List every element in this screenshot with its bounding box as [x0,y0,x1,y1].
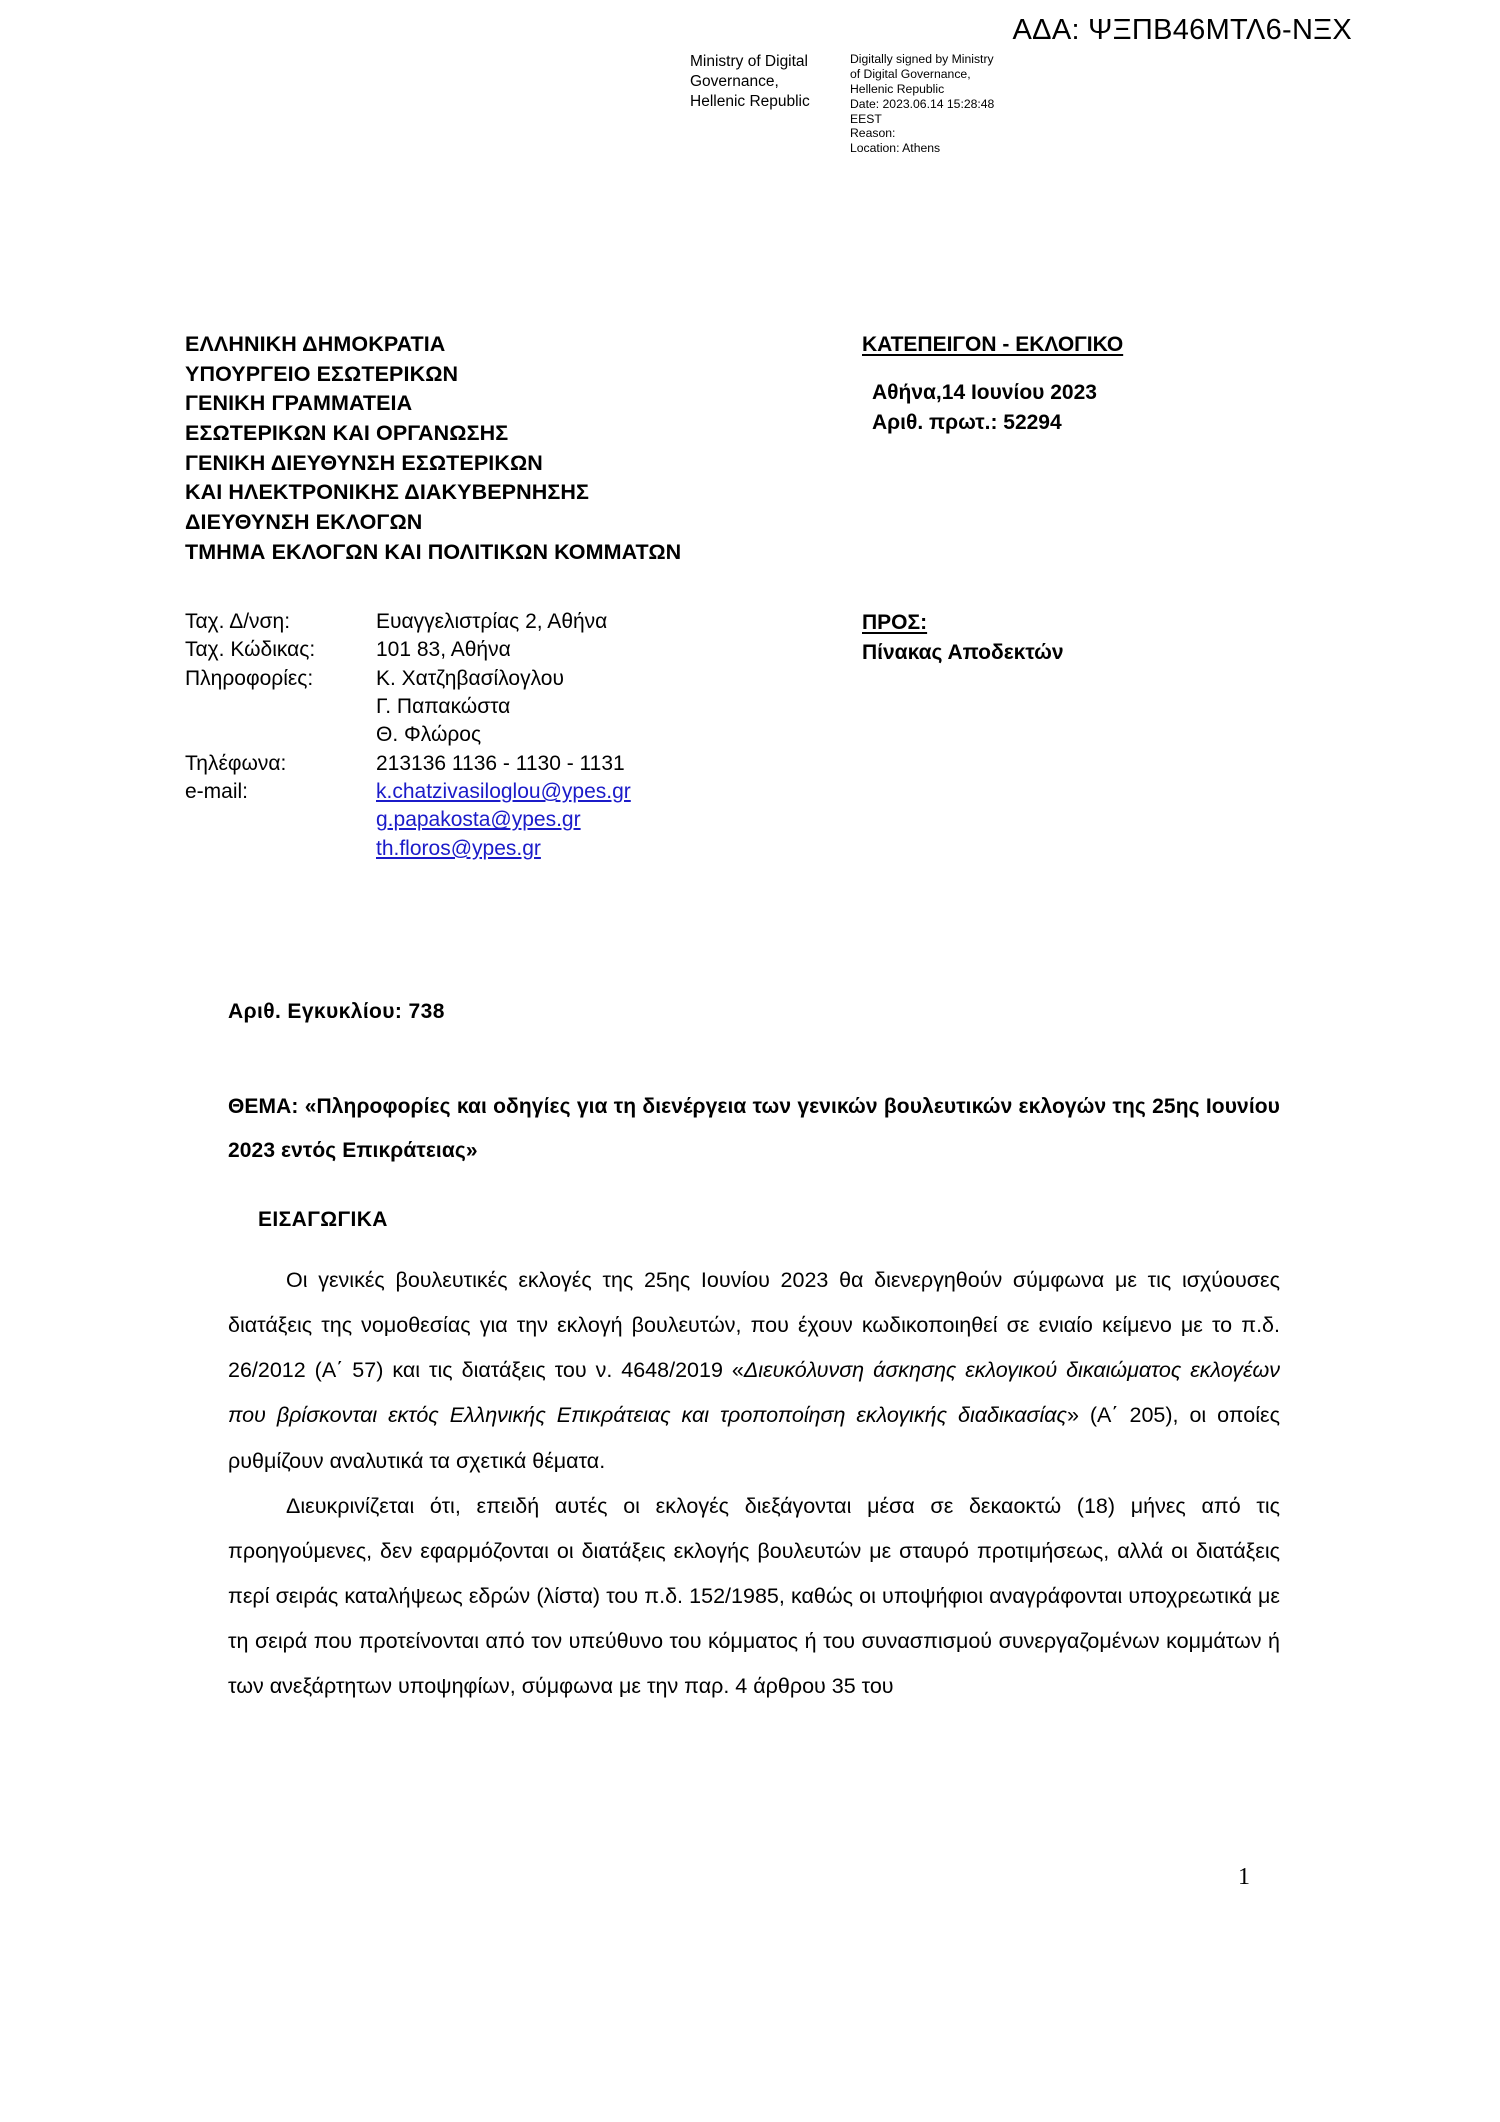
email-value-3 [376,835,631,863]
issuing-organization [185,330,681,567]
organization-line-7: ΔΙΕΥΘΥΝΣΗ ΕΚΛΟΓΩΝ [185,509,423,534]
protocol-number: Αριθ. πρωτ.: 52294 [872,410,1062,434]
urgency-label: ΚΑΤΕΠΕΙΓΟΝ - ΕΚΛΟΓΙΚΟ [862,333,1124,356]
email-link-3[interactable]: th.floros@ypes.gr [376,836,541,860]
address-value: Ευαγγελιστρίας 2, Αθήνα [376,610,608,633]
paragraph-1-part-1: Οι γενικές βουλευτικές εκλογές της 25ης Ιουνίου 2023 θα διενεργηθούν σύμφωνα με τις ισχύουσες διατάξεις της νομοθεσίας για την εκλογή βουλευτών, που έχουν κωδικοποιηθεί σε ενιαίο κείμενο με το π.δ. 26/2012 (Α΄ 57) και τις διατάξεις του ν. 4648/2019 « [228,1268,1280,1383]
contact-row-address [185,608,631,636]
signature-authority [690,52,842,111]
ada-code: ΑΔΑ: ΨΞΠΒ46ΜΤΛ6-ΝΞΧ [1012,14,1352,46]
organization-line-4: ΕΣΩΤΕΡΙΚΩΝ ΚΑΙ ΟΡΓΑΝΩΣΗΣ [185,420,509,445]
email-link-1[interactable]: k.chatzivasiloglou@ypes.gr [376,780,631,804]
info-label-spacer [185,693,376,721]
organization-line-5: ΓΕΝΙΚΗ ΔΙΕΥΘΥΝΣΗ ΕΣΩΤΕΡΙΚΩΝ [185,450,543,475]
urgency-and-protocol [862,330,1123,437]
phone-label: Τηλέφωνα: [185,751,287,775]
contact-row-info-2 [185,693,631,721]
contact-row-phone [185,750,631,778]
date-protocol-group [872,378,1123,438]
contact-row-postcode [185,636,631,664]
info-person-1: Κ. Χατζηβασίλογλου [376,666,564,690]
phone-value: 213136 1136 - 1130 - 1131 [376,751,625,775]
signature-authority-line-2: Governance, [690,72,779,90]
contact-row-email-2 [185,806,631,834]
email-label: e-mail: [185,780,249,804]
contact-row-email-3 [185,835,631,863]
organization-line-6: ΚΑΙ ΗΛΕΚΤΡΟΝΙΚΗΣ ΔΙΑΚΥΒΕΡΝΗΣΗΣ [185,480,589,505]
address-label: Ταχ. Δ/νση: [185,610,291,633]
signature-detail-line-2: of Digital Governance, [850,66,971,81]
signature-detail-line-3: Hellenic Republic [850,81,945,96]
recipient-value: Πίνακας Αποδεκτών [862,641,1064,665]
subject-line: ΘΕΜΑ: «Πληροφορίες και οδηγίες για τη διενέργεια των γενικών βουλευτικών εκλογών της 25ης Ιουνίου 2023 εντός Επικράτειας» [228,1095,1280,1162]
paragraph-1-part-2: » (Α΄ 205), οι οποίες ρυθμίζουν αναλυτικά τα σχετικά θέματα. [228,1403,1280,1473]
organization-line-3: ΓΕΝΙΚΗ ΓΡΑΜΜΑΤΕΙΑ [185,391,413,416]
signature-detail-line-5: EEST [850,111,882,126]
circular-number: Αριθ. Εγκυκλίου: 738 [228,1000,445,1023]
section-heading-introductory: ΕΙΣΑΓΩΓΙΚΑ [258,1208,388,1231]
contact-row-info [185,665,631,693]
body-text [228,1258,1280,1709]
signature-detail-line-7: Location: Athens [850,141,941,156]
email-value-1 [376,778,631,806]
place-and-date: Αθήνα,14 Ιουνίου 2023 [872,380,1097,404]
recipient-block [862,608,1064,669]
email-link-2[interactable]: g.papakosta@ypes.gr [376,808,581,832]
info-label: Πληροφορίες: [185,666,314,690]
info-person-2: Γ. Παπακώστα [376,695,511,719]
recipient-label: ΠΡΟΣ: [862,611,928,634]
signature-details [850,52,1036,156]
organization-line-2: ΥΠΟΥΡΓΕΙΟ ΕΣΩΤΕΡΙΚΩΝ [185,361,459,386]
postcode-value: 101 83, Αθήνα [376,638,511,662]
info-label-spacer-2 [185,721,376,749]
info-person-3: Θ. Φλώρος [376,723,482,747]
signature-detail-line-4: Date: 2023.06.14 15:28:48 [850,96,995,111]
paragraph-2: Διευκρινίζεται ότι, επειδή αυτές οι εκλογές διεξάγονται μέσα σε δεκαοκτώ (18) μήνες από τις προηγούμενες, δεν εφαρμόζονται οι διατάξεις εκλογής βουλευτών με σταυρό προτιμήσεως, αλλά οι διατάξεις περί σειράς καταλήψεως εδρών (λίστα) του π.δ. 152/1985, καθώς οι υποψήφιοι αναγράφονται υποχρεωτικά με τη σειρά που προτείνονται από τον υπεύθυνο του κόμματος ή του συνασπισμού συνεργαζομένων κομμάτων ή των ανεξάρτητων υποψηφίων, σύμφωνα με την παρ. 4 άρθρου 35 του [228,1493,1280,1699]
email-label-spacer-2 [185,835,376,863]
signature-authority-line-1: Ministry of Digital [690,53,808,70]
email-value-2 [376,806,631,834]
contact-row-info-3 [185,721,631,749]
signature-detail-line-1: Digitally signed by Ministry [850,52,994,66]
page-number: 1 [1238,1864,1250,1890]
signature-authority-line-3: Hellenic Republic [690,92,810,110]
organization-line-8: ΤΜΗΜΑ ΕΚΛΟΓΩΝ ΚΑΙ ΠΟΛΙΤΙΚΩΝ ΚΟΜΜΑΤΩΝ [185,539,682,564]
organization-line-1: ΕΛΛΗΝΙΚΗ ΔΗΜΟΚΡΑΤΙΑ [185,332,446,356]
paragraph-1-law-title: Διευκόλυνση άσκησης εκλογικού δικαιώματος εκλογέων που βρίσκονται εκτός Ελληνικής Επικράτειας και τροποποίηση εκλογικής διαδικασίας [228,1358,1280,1428]
signature-detail-line-6: Reason: [850,126,896,141]
contact-details [185,608,631,863]
paragraph-1 [228,1258,1280,1484]
contact-row-email [185,778,631,806]
postcode-label: Ταχ. Κώδικας: [185,638,316,662]
email-label-spacer [185,806,376,834]
digital-signature-stamp [690,52,1036,156]
